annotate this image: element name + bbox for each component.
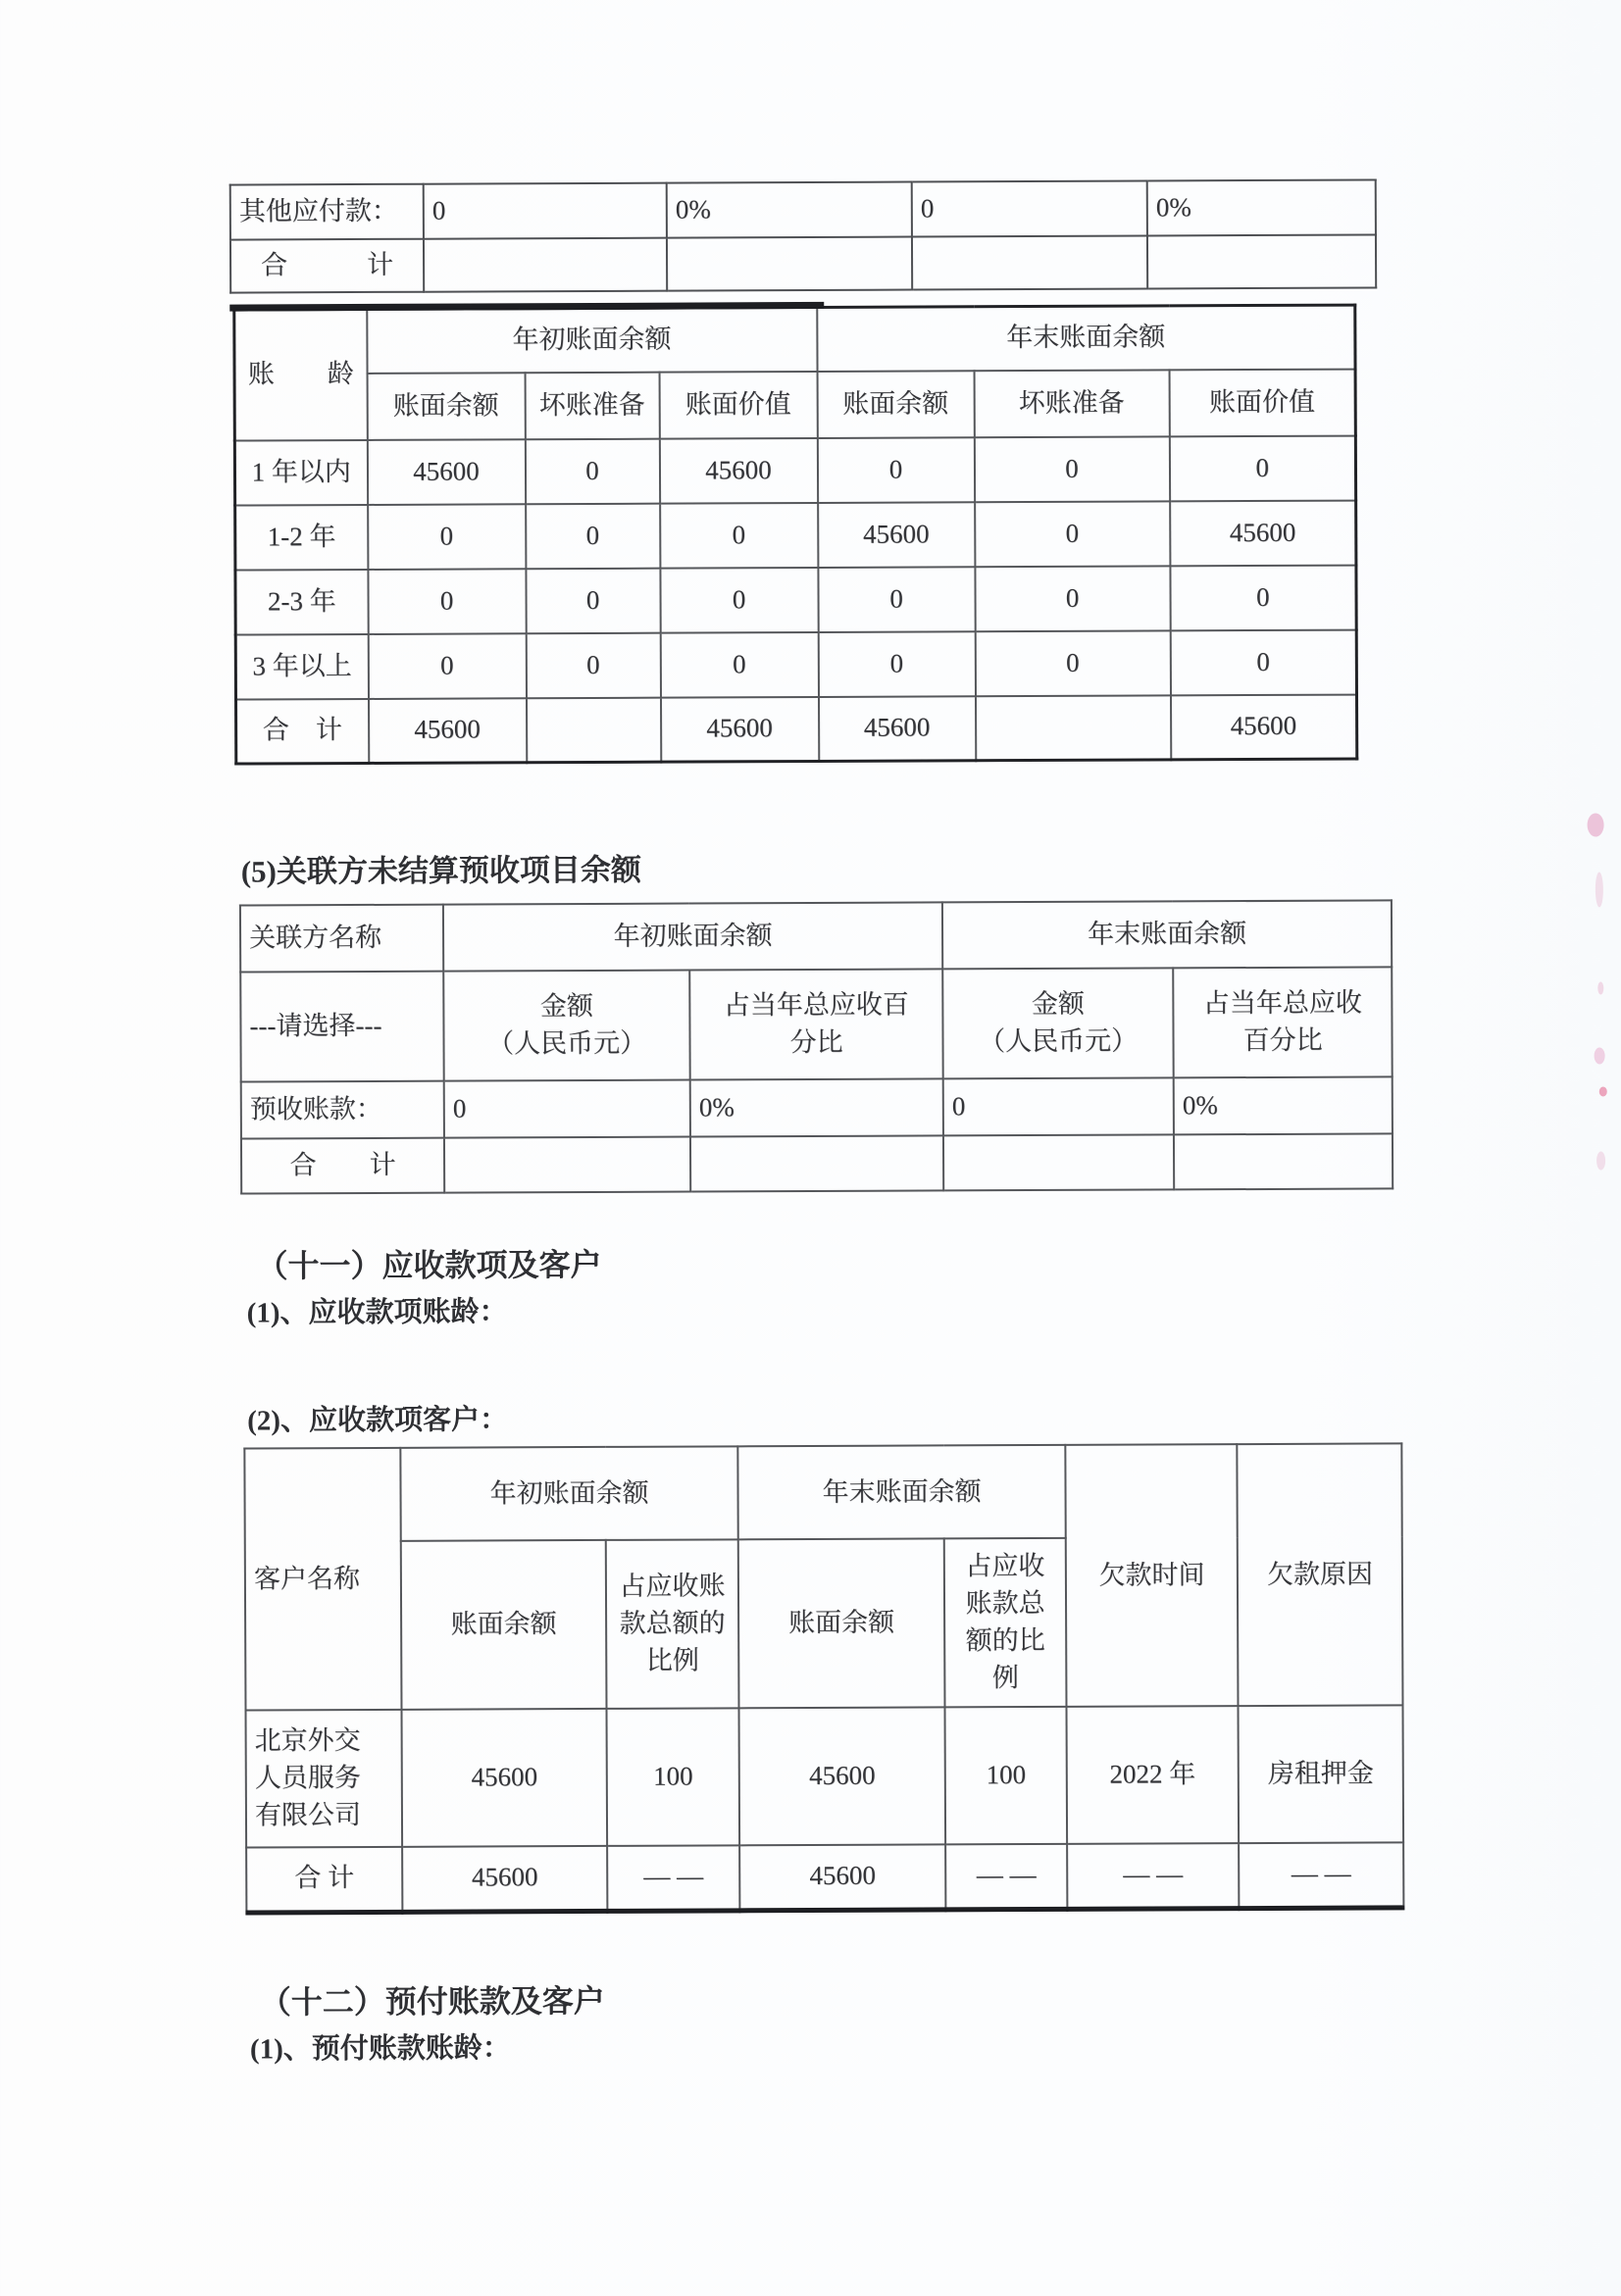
- total-row: [246, 1842, 1403, 1912]
- sub-header-row: [234, 369, 1355, 440]
- value-cell: [1147, 234, 1376, 288]
- column-header: 账面价值: [1169, 369, 1355, 436]
- group-header-row: [234, 305, 1355, 374]
- value-cell: 0%: [690, 1078, 943, 1136]
- column-header: 欠款时间: [1065, 1444, 1238, 1707]
- section11-heading: （十一）应收款项及客户: [256, 1246, 602, 1284]
- value-cell: — —: [607, 1845, 739, 1911]
- value-cell: 0: [660, 502, 818, 568]
- column-header: 占当年总应收 百分比: [1173, 967, 1392, 1077]
- value-cell: 0: [660, 631, 818, 697]
- value-cell: 0: [526, 568, 660, 633]
- section12-item1: (1)、预付账款账龄：: [249, 2031, 511, 2066]
- value-cell: 0: [526, 632, 660, 698]
- total-label: 合 计: [241, 1138, 444, 1194]
- value-cell: [912, 235, 1147, 289]
- table-row: [234, 435, 1355, 505]
- value-cell: 0: [974, 436, 1169, 502]
- value-cell: 0%: [1174, 1076, 1393, 1134]
- total-label: 合 计: [230, 239, 424, 293]
- value-cell: 0: [1169, 435, 1355, 501]
- value-cell: [1174, 1133, 1393, 1189]
- value-cell: 0: [818, 631, 975, 697]
- value-cell: 45600: [661, 696, 819, 762]
- value-cell: 0: [817, 437, 974, 503]
- value-cell: 0: [1170, 565, 1356, 630]
- value-cell: 0: [975, 566, 1170, 631]
- value-cell: 45600: [367, 439, 525, 505]
- value-cell: 45600: [402, 1846, 607, 1912]
- value-cell: 0: [424, 183, 667, 239]
- section11-item1: (1)、应收款项账龄：: [246, 1296, 508, 1329]
- row-label: 2-3 年: [235, 569, 368, 634]
- aging-table-wrap: [232, 304, 1355, 766]
- group-header: 年初账面余额: [367, 307, 817, 373]
- table-row: [235, 565, 1356, 634]
- value-cell: 0: [660, 567, 818, 632]
- value-cell: 0: [526, 503, 660, 569]
- value-cell: 45600: [659, 437, 817, 503]
- group-header-row: [240, 900, 1392, 972]
- table-row: [241, 1076, 1393, 1138]
- row-label: 1 年以内: [234, 439, 367, 505]
- column-header: 坏账准备: [525, 372, 659, 439]
- receivables-customers-table: [243, 1442, 1404, 1915]
- group-header: 年末账面余额: [817, 305, 1355, 371]
- related-party-advances-table: [239, 899, 1393, 1194]
- value-cell: [943, 1134, 1174, 1190]
- row-label: 预收账款：: [241, 1081, 444, 1139]
- total-label: 合 计: [246, 1847, 402, 1913]
- table-row: [230, 179, 1376, 239]
- row-label: 1-2 年: [235, 504, 368, 570]
- value-cell: 0: [368, 633, 526, 699]
- group-header: 年末账面余额: [942, 900, 1392, 969]
- value-cell: 0%: [1147, 179, 1376, 235]
- column-header: 账面余额: [817, 371, 974, 438]
- column-header: 坏账准备: [974, 370, 1169, 437]
- group-header: 年末账面余额: [737, 1445, 1065, 1539]
- value-cell: [527, 697, 661, 763]
- select-placeholder: ---请选择---: [240, 972, 443, 1082]
- group-header: 年初账面余额: [400, 1446, 737, 1541]
- value-cell: [424, 238, 667, 292]
- group-header: 年初账面余额: [443, 902, 942, 971]
- value-cell: — —: [1067, 1843, 1239, 1909]
- value-cell: 0: [975, 501, 1170, 567]
- column-header: 金额 （人民币元）: [942, 968, 1173, 1078]
- sub-header-row: [240, 967, 1392, 1081]
- table-row: [235, 629, 1356, 699]
- value-cell: — —: [945, 1844, 1067, 1910]
- value-cell: 2022 年: [1066, 1706, 1239, 1844]
- value-cell: 45600: [739, 1707, 946, 1845]
- value-cell: 100: [944, 1707, 1067, 1845]
- column-header: 占应收 账款总 额的比 例: [944, 1538, 1067, 1708]
- value-cell: [975, 695, 1170, 761]
- value-cell: — —: [1239, 1842, 1403, 1908]
- value-cell: 45600: [1170, 500, 1356, 566]
- value-cell: 0: [1170, 629, 1356, 695]
- value-cell: 100: [607, 1708, 740, 1846]
- total-label: 合 计: [236, 698, 369, 764]
- value-cell: 0: [368, 569, 526, 634]
- column-header: 欠款原因: [1237, 1443, 1402, 1706]
- table-row: [246, 1705, 1404, 1847]
- value-cell: 0: [444, 1080, 690, 1138]
- value-cell: 45600: [1170, 694, 1356, 760]
- row-label: 3 年以上: [235, 633, 368, 699]
- column-header: 占应收账 款总额的 比例: [606, 1539, 739, 1709]
- receivables-aging-table: [232, 304, 1358, 766]
- column-header: 账面余额: [367, 373, 525, 440]
- column-header: 占当年总应收百 分比: [689, 969, 942, 1079]
- value-cell: 0: [912, 180, 1147, 236]
- value-cell: 45600: [369, 698, 527, 764]
- value-cell: 45600: [402, 1709, 608, 1847]
- section5-title: (5)关联方未结算预收项目余额: [240, 852, 642, 889]
- column-header: 金额 （人民币元）: [443, 971, 689, 1081]
- column-header: 账面余额: [401, 1540, 607, 1710]
- corner-header: 账 龄: [234, 309, 368, 440]
- value-cell: 45600: [818, 696, 975, 762]
- group-header-row: [244, 1443, 1401, 1541]
- total-row: [236, 694, 1357, 764]
- column-header: 客户名称: [244, 1448, 401, 1711]
- value-cell: 0: [525, 438, 659, 504]
- value-cell: [444, 1137, 690, 1193]
- table-row: [235, 500, 1356, 570]
- value-cell: [667, 237, 912, 291]
- value-cell: 0: [943, 1077, 1174, 1135]
- value-cell: 0: [818, 567, 975, 632]
- total-row: [241, 1133, 1393, 1193]
- value-cell: 0%: [667, 182, 912, 238]
- value-cell: [690, 1135, 943, 1191]
- other-payables-table: [229, 178, 1377, 293]
- value-cell: 0: [368, 504, 526, 570]
- value-cell: 0: [975, 630, 1170, 696]
- value-cell: 45600: [818, 502, 975, 568]
- value-cell: 45600: [739, 1844, 945, 1910]
- section12-heading: （十二）预付账款及客户: [259, 1982, 605, 2020]
- column-header: 关联方名称: [240, 905, 443, 973]
- row-label: 其他应付款：: [230, 184, 424, 240]
- value-cell: 房租押金: [1238, 1705, 1403, 1843]
- column-header: 账面余额: [738, 1538, 945, 1708]
- section11-item2: (2)、应收款项客户：: [247, 1404, 509, 1437]
- customer-name: 北京外交 人员服务 有限公司: [246, 1710, 403, 1848]
- total-row: [230, 234, 1376, 292]
- column-header: 账面价值: [659, 371, 817, 438]
